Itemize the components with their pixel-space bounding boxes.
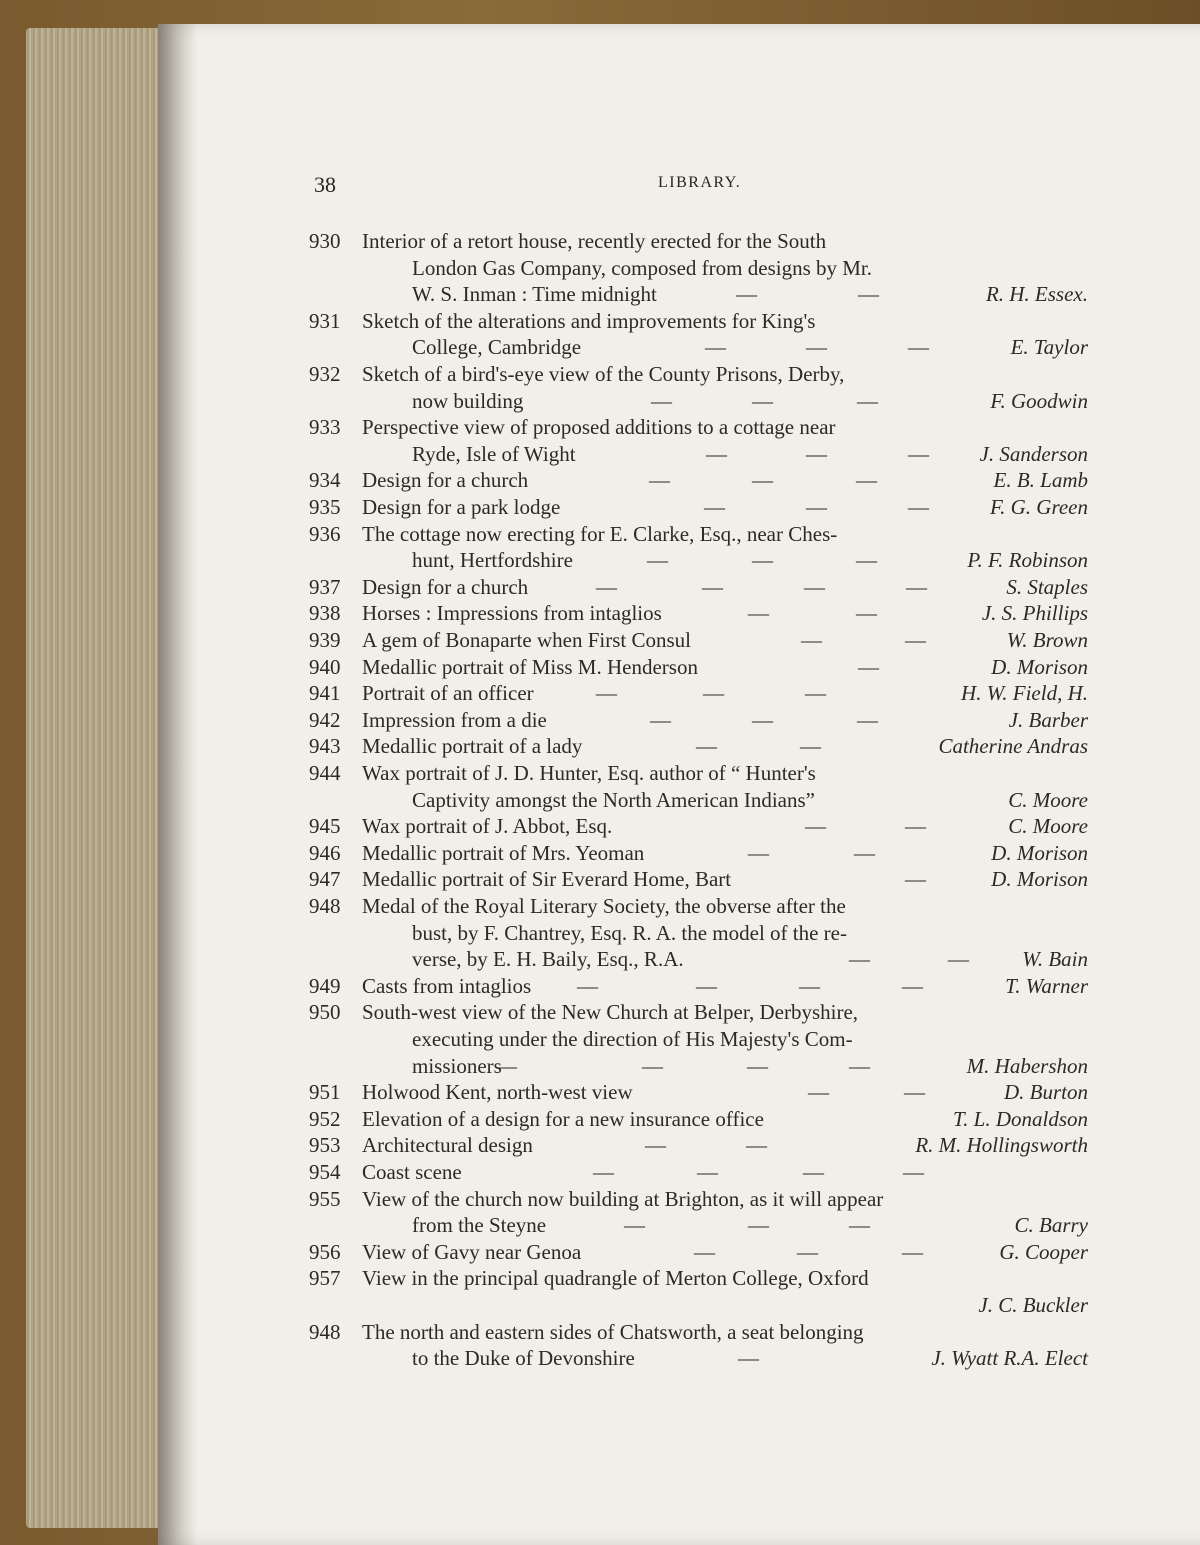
leader-dash: — xyxy=(906,574,927,599)
catalogue-line xyxy=(0,228,1200,254)
entry-number: 942 xyxy=(309,707,341,732)
catalogue-line xyxy=(0,840,1200,866)
entry-title: The cottage now erecting for E. Clarke, Esq., near Ches- xyxy=(362,521,838,546)
leader-dash: — xyxy=(803,1160,824,1184)
entry-number: 956 xyxy=(309,1239,341,1264)
entry-number: 948 xyxy=(309,1319,341,1344)
entry-number: 938 xyxy=(309,601,341,626)
leader-dash: — xyxy=(596,574,617,599)
entry-title: Medallic portrait of Miss M. Henderson xyxy=(362,654,698,679)
catalogue-line xyxy=(0,494,1200,520)
entry-title: Design for a church xyxy=(362,574,529,599)
leader-dash: — xyxy=(858,282,879,307)
leader-dash: — xyxy=(849,1053,870,1078)
artist-name: F. Goodwin xyxy=(990,388,1088,413)
entry-title: Sketch of a bird's-eye view of the County Prisons, Derby, xyxy=(362,362,845,386)
leader-dash: — xyxy=(736,282,757,307)
catalogue-line xyxy=(0,1186,1200,1212)
entry-title: verse, by E. H. Baily, Esq., R.A. xyxy=(412,947,684,972)
artist-name: J. Sanderson xyxy=(979,441,1088,466)
entry-title: Portrait of an officer xyxy=(362,681,534,706)
entry-title: Elevation of a design for a new insurance office xyxy=(362,1106,764,1131)
entry-number: 953 xyxy=(309,1133,341,1158)
entry-title: missioners xyxy=(412,1053,502,1078)
artist-name: D. Morison xyxy=(991,840,1088,865)
entry-number: 941 xyxy=(309,681,341,706)
artist-name: C. Moore xyxy=(1008,787,1088,812)
entry-number: 949 xyxy=(309,973,341,998)
artist-name: R. M. Hollingsworth xyxy=(915,1133,1088,1158)
catalogue-line xyxy=(0,255,1200,281)
leader-dash: — xyxy=(857,388,878,413)
catalogue-line xyxy=(0,1292,1200,1318)
leader-dash: — xyxy=(856,548,877,573)
artist-name: J. C. Buckler xyxy=(978,1293,1088,1317)
artist-name: T. L. Donaldson xyxy=(953,1106,1088,1131)
entry-title: Interior of a retort house, recently erected for the South xyxy=(362,229,827,253)
entry-title: Ryde, Isle of Wight xyxy=(412,441,576,466)
leader-dash: — xyxy=(647,548,668,573)
leader-dash: — xyxy=(694,1239,715,1264)
entry-number: 935 xyxy=(309,495,341,519)
artist-name: D. Burton xyxy=(1004,1080,1088,1105)
catalogue-line xyxy=(0,893,1200,919)
leader-dash: — xyxy=(902,973,923,998)
entry-number: 931 xyxy=(309,308,341,333)
catalogue-line xyxy=(0,467,1200,493)
leader-dash: — xyxy=(905,867,926,892)
entry-number: 954 xyxy=(309,1160,341,1184)
entry-number: 952 xyxy=(309,1106,341,1131)
entry-number: 936 xyxy=(309,521,341,546)
catalogue-line xyxy=(0,1132,1200,1158)
catalogue-line xyxy=(0,680,1200,706)
catalogue-line xyxy=(0,1212,1200,1238)
leader-dash: — xyxy=(748,840,769,865)
entry-title: Wax portrait of J. D. Hunter, Esq. author of “ Hunter's xyxy=(362,761,816,785)
leader-dash: — xyxy=(797,1239,818,1264)
entry-number: 948 xyxy=(309,894,341,918)
catalogue-line xyxy=(0,654,1200,680)
leader-dash: — xyxy=(806,495,827,519)
entry-title: now building xyxy=(412,388,524,413)
artist-name: H. W. Field, H. xyxy=(961,681,1088,706)
entry-title: from the Steyne xyxy=(412,1213,547,1238)
catalogue-line xyxy=(0,1345,1200,1371)
entry-title: Casts from intaglios xyxy=(362,973,532,998)
catalogue-line xyxy=(0,547,1200,573)
entry-number: 944 xyxy=(309,761,341,785)
artist-name: P. F. Robinson xyxy=(967,548,1088,573)
entry-title: bust, by F. Chantrey, Esq. R. A. the model of the re- xyxy=(412,920,847,945)
leader-dash: — xyxy=(858,654,879,679)
entry-number: 937 xyxy=(309,574,341,599)
leader-dash: — xyxy=(948,947,969,972)
entry-number: 940 xyxy=(309,654,341,679)
catalogue-line xyxy=(0,866,1200,892)
leader-dash: — xyxy=(705,335,726,360)
leader-dash: — xyxy=(649,468,670,493)
leader-dash: — xyxy=(577,973,598,998)
leader-dash: — xyxy=(752,388,773,413)
entry-number: 934 xyxy=(309,468,341,493)
entry-title: hunt, Hertfordshire xyxy=(412,548,573,573)
entry-number: 946 xyxy=(309,840,341,865)
leader-dash: — xyxy=(702,574,723,599)
entry-title: Impression from a die xyxy=(362,707,547,732)
entry-title: W. S. Inman : Time midnight xyxy=(412,282,657,307)
leader-dash: — xyxy=(596,681,617,706)
leader-dash: — xyxy=(908,441,929,466)
artist-name: E. Taylor xyxy=(1010,335,1088,360)
leader-dash: — xyxy=(697,1160,718,1184)
leader-dash: — xyxy=(799,973,820,998)
leader-dash: — xyxy=(804,574,825,599)
leader-dash: — xyxy=(902,1239,923,1264)
artist-name: J. S. Phillips xyxy=(981,601,1088,626)
leader-dash: — xyxy=(748,601,769,626)
entry-title: View of Gavy near Genoa xyxy=(362,1239,582,1264)
entry-title: executing under the direction of His Majesty's Com- xyxy=(412,1027,853,1051)
artist-name: D. Morison xyxy=(991,867,1088,892)
entry-title: to the Duke of Devonshire xyxy=(412,1346,635,1371)
entry-number: 939 xyxy=(309,628,341,652)
entry-title: Perspective view of proposed additions to a cottage near xyxy=(362,415,836,440)
leader-dash: — xyxy=(857,707,878,732)
leader-dash: — xyxy=(800,734,821,759)
leader-dash: — xyxy=(752,707,773,732)
leader-dash: — xyxy=(905,628,926,652)
artist-name: J. Barber xyxy=(1008,707,1088,732)
artist-name: T. Warner xyxy=(1005,973,1088,998)
entry-title: Coast scene xyxy=(362,1160,462,1184)
catalogue-line xyxy=(0,574,1200,600)
leader-dash: — xyxy=(696,973,717,998)
leader-dash: — xyxy=(849,947,870,972)
leader-dash: — xyxy=(808,1080,829,1105)
catalogue-line xyxy=(0,441,1200,467)
catalogue-line xyxy=(0,521,1200,547)
page-number: 38 xyxy=(314,172,336,197)
catalogue-line xyxy=(0,1239,1200,1265)
leader-dash: — xyxy=(703,681,724,706)
leader-dash: — xyxy=(747,1053,768,1078)
leader-dash: — xyxy=(805,681,826,706)
catalogue-line xyxy=(0,707,1200,733)
catalogue-line xyxy=(0,1079,1200,1105)
leader-dash: — xyxy=(856,601,877,626)
entry-title: Architectural design xyxy=(362,1133,533,1158)
catalogue-line xyxy=(0,920,1200,946)
catalogue-line xyxy=(0,733,1200,759)
entry-title: View of the church now building at Brighton, as it will appear xyxy=(362,1186,884,1211)
entry-number: 955 xyxy=(309,1186,341,1211)
artist-name: C. Moore xyxy=(1008,814,1088,839)
catalogue-line xyxy=(0,600,1200,626)
entry-title: Medallic portrait of a lady xyxy=(362,734,583,759)
artist-name: F. G. Green xyxy=(990,495,1088,519)
entry-title: Medallic portrait of Sir Everard Home, Bart xyxy=(362,867,732,892)
entry-number: 957 xyxy=(309,1266,341,1291)
entry-title: Design for a church xyxy=(362,468,529,493)
artist-name: G. Cooper xyxy=(999,1239,1088,1264)
leader-dash: — xyxy=(651,388,672,413)
entry-title: Sketch of the alterations and improvements for King's xyxy=(362,308,816,333)
leader-dash: — xyxy=(624,1213,645,1238)
entry-number: 930 xyxy=(309,229,341,253)
entry-title: Medal of the Royal Literary Society, the obverse after the xyxy=(362,894,846,918)
catalogue-line xyxy=(0,1026,1200,1052)
artist-name: W. Brown xyxy=(1006,628,1088,652)
leader-dash: — xyxy=(805,814,826,839)
catalogue-line xyxy=(0,281,1200,307)
leader-dash: — xyxy=(903,1160,924,1184)
artist-name: C. Barry xyxy=(1014,1213,1088,1238)
entry-title: Medallic portrait of Mrs. Yeoman xyxy=(362,840,645,865)
catalogue-line xyxy=(0,973,1200,999)
catalogue-line xyxy=(0,787,1200,813)
artist-name: M. Habershon xyxy=(966,1053,1088,1078)
running-title: LIBRARY. xyxy=(658,174,742,191)
catalogue-line xyxy=(0,1319,1200,1345)
leader-dash: — xyxy=(650,707,671,732)
artist-name: J. Wyatt R.A. Elect xyxy=(931,1346,1088,1371)
artist-name: S. Staples xyxy=(1006,574,1088,599)
catalogue-line xyxy=(0,813,1200,839)
entry-title: A gem of Bonaparte when First Consul xyxy=(362,628,691,652)
catalogue-line xyxy=(0,1053,1200,1079)
entry-title: View in the principal quadrangle of Merton College, Oxford xyxy=(362,1266,869,1291)
leader-dash: — xyxy=(704,495,725,519)
leader-dash: — xyxy=(706,441,727,466)
entry-title: Wax portrait of J. Abbot, Esq. xyxy=(362,814,613,839)
leader-dash: — xyxy=(752,548,773,573)
entry-title: College, Cambridge xyxy=(412,335,582,360)
catalogue-line xyxy=(0,760,1200,786)
entry-number: 943 xyxy=(309,734,341,759)
leader-dash: — xyxy=(849,1213,870,1238)
artist-name: Catherine Andras xyxy=(938,734,1088,759)
leader-dash: — xyxy=(908,335,929,360)
running-head xyxy=(0,172,1200,202)
leader-dash: — xyxy=(856,468,877,493)
catalogue-line xyxy=(0,627,1200,653)
leader-dash: — xyxy=(642,1053,663,1078)
entry-number: 945 xyxy=(309,814,341,839)
leader-dash: — xyxy=(746,1133,767,1158)
leader-dash: — xyxy=(905,814,926,839)
catalogue-line xyxy=(0,1159,1200,1185)
leader-dash: — xyxy=(904,1080,925,1105)
leader-dash: — xyxy=(854,840,875,865)
catalogue-line xyxy=(0,361,1200,387)
entry-title: London Gas Company, composed from designs by Mr. xyxy=(412,255,873,280)
catalogue-line xyxy=(0,1265,1200,1291)
catalogue-line xyxy=(0,388,1200,414)
catalogue-line xyxy=(0,999,1200,1025)
leader-dash: — xyxy=(593,1160,614,1184)
entry-title: Design for a park lodge xyxy=(362,495,561,519)
entry-number: 950 xyxy=(309,1000,341,1025)
entry-title: The north and eastern sides of Chatsworth, a seat belonging xyxy=(362,1319,864,1344)
entry-title: Captivity amongst the North American Indians” xyxy=(412,787,815,812)
catalogue-line xyxy=(0,414,1200,440)
catalogue-line xyxy=(0,1106,1200,1132)
leader-dash: — xyxy=(908,495,929,519)
catalogue-line xyxy=(0,308,1200,334)
entry-title: South-west view of the New Church at Belper, Derbyshire, xyxy=(362,1000,859,1025)
leader-dash: — xyxy=(696,734,717,759)
entry-title: Holwood Kent, north-west view xyxy=(362,1080,633,1105)
entry-number: 951 xyxy=(309,1080,341,1105)
leader-dash: — xyxy=(738,1346,759,1371)
artist-name: R. H. Essex. xyxy=(985,282,1088,307)
leader-dash: — xyxy=(752,468,773,493)
entry-number: 932 xyxy=(309,362,341,386)
entry-number: 933 xyxy=(309,415,341,440)
leader-dash: — xyxy=(645,1133,666,1158)
catalogue-line xyxy=(0,946,1200,972)
artist-name: D. Morison xyxy=(991,654,1088,679)
leader-dash: — xyxy=(806,441,827,466)
catalogue-line xyxy=(0,334,1200,360)
leader-dash: — xyxy=(806,335,827,360)
artist-name: W. Bain xyxy=(1022,947,1088,972)
entry-number: 947 xyxy=(309,867,341,892)
leader-dash: — xyxy=(801,628,822,652)
entry-title: Horses : Impressions from intaglios xyxy=(362,601,662,626)
leader-dash: — xyxy=(496,1053,517,1078)
leader-dash: — xyxy=(748,1213,769,1238)
artist-name: E. B. Lamb xyxy=(993,468,1088,493)
